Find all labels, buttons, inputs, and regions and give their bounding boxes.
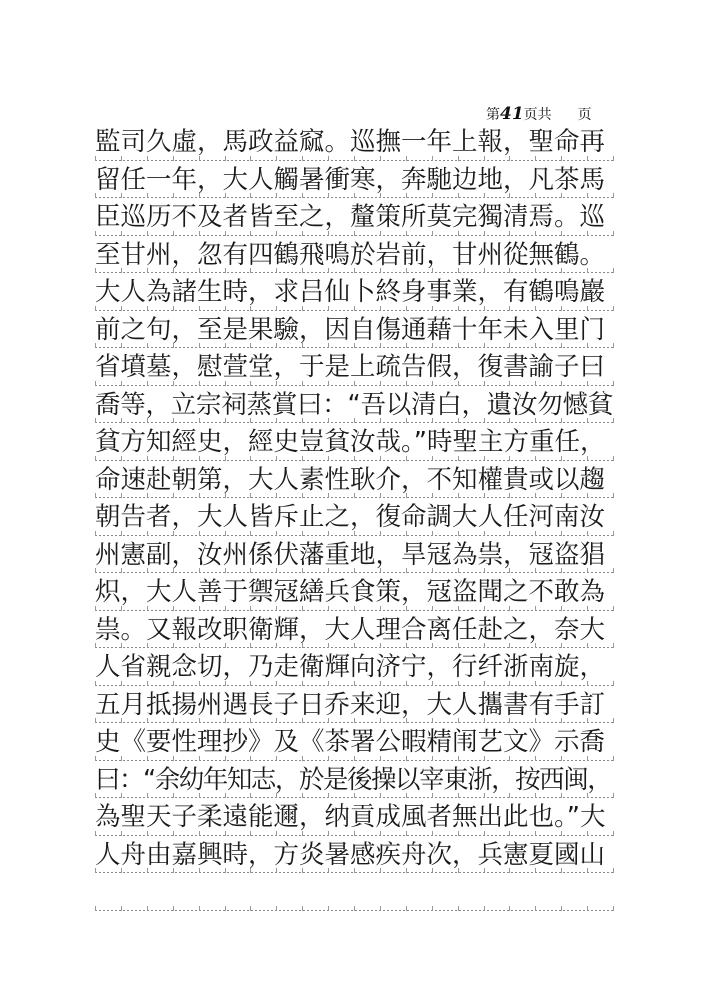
grid-tick — [613, 381, 614, 386]
grid-tick — [613, 831, 614, 836]
manuscript-line: 史《要性理抄》及《茶署公暇精闱艺文》示喬 — [95, 727, 606, 757]
manuscript-line: 省墳墓，慰萱堂，于是上疏告假，復書諭子曰 — [95, 352, 606, 382]
grid-tick — [147, 906, 148, 911]
grid-tick — [613, 193, 614, 198]
page-label-suffix: 页 — [577, 107, 592, 123]
grid-tick — [406, 906, 407, 911]
manuscript-line: 人舟由嘉興時，方炎暑感疾舟次，兵憲夏國山 — [95, 839, 606, 870]
grid-tick — [535, 906, 536, 911]
page-label-prefix: 第 — [486, 107, 500, 123]
grid-tick — [458, 906, 459, 911]
manuscript-line: 大人為諸生時，求吕仙卜終身事業，有鶴鳴巖 — [95, 277, 606, 307]
grid-tick — [95, 906, 96, 911]
grid-tick — [613, 493, 614, 498]
manuscript-line: 喬等，立宗祠蒸賞曰：“吾以清白，遺汝勿憾貧 — [95, 389, 613, 420]
grid-tick — [509, 906, 510, 911]
grid-tick — [173, 906, 174, 911]
grid-tick — [613, 456, 614, 461]
grid-tick — [613, 531, 614, 536]
manuscript-line: 監司久虛，馬政益窳。巡撫一年上報，聖命再 — [95, 127, 606, 157]
grid-tick — [613, 306, 614, 311]
grid-tick — [380, 906, 381, 911]
grid-tick — [250, 906, 251, 911]
manuscript-line: 貧方知經史，經史豈貧汝哉。”時聖主方重任， — [95, 427, 606, 457]
grid-tick — [613, 868, 614, 873]
ruled-text-grid — [95, 122, 613, 872]
manuscript-line: 至甘州，忽有四鶴飛鳴於岩前，甘州從無鶴。 — [95, 239, 606, 270]
grid-tick — [587, 906, 588, 911]
grid-tick — [328, 906, 329, 911]
manuscript-line: 命速赴朝第，大人素性耿介，不知權貴或以趨 — [95, 464, 606, 495]
page-number: 41 — [500, 104, 524, 124]
grid-tick — [276, 906, 277, 911]
page-label-middle: 页共 — [523, 107, 552, 123]
manuscript-line: 為聖天子柔遠能邇，纳貢成風者無出此也。”大 — [95, 802, 606, 832]
grid-tick — [225, 906, 226, 911]
manuscript-line: 朝告者，大人皆斥止之，復命調大人任河南汝 — [95, 502, 606, 532]
grid-tick — [354, 906, 355, 911]
manuscript-line: 臣巡历不及者皆至之，釐策所莫完獨清焉。巡 — [95, 202, 606, 232]
manuscript-line: 祟。又報改职衛輝，大人理合离任赴之，奈大 — [95, 614, 606, 645]
grid-tick — [484, 906, 485, 911]
grid-tick — [121, 906, 122, 911]
grid-tick — [613, 156, 614, 161]
manuscript-line: 曰：“余幼年知志，於是後操以宰東浙，按西闽， — [95, 764, 612, 795]
grid-tick — [613, 268, 614, 273]
manuscript-line: 人省親念切，乃走衛輝向济宁，行纤浙南旋， — [95, 652, 606, 682]
grid-tick — [613, 418, 614, 423]
manuscript-line: 前之句，至是果驗，因自傷通藉十年未入里门 — [95, 314, 606, 345]
manuscript-line: 留任一年，大人觸暑衝寒，奔馳边地，凡茶馬 — [95, 164, 606, 195]
grid-tick — [613, 643, 614, 648]
grid-tick — [561, 906, 562, 911]
grid-tick — [613, 756, 614, 761]
grid-tick — [613, 718, 614, 723]
manuscript-line: 州憲副，汝州係伏藩重地，旱冦為祟，冦盗猖 — [95, 539, 606, 570]
page-header — [486, 104, 592, 124]
manuscript-line: 炽，大人善于禦冦繕兵食策，冦盗聞之不敢為 — [95, 577, 606, 607]
grid-tick — [613, 906, 614, 911]
grid-tick — [613, 231, 614, 236]
manuscript-line: 五月抵揚州遇長子日乔来迎，大人攜書有手訂 — [95, 689, 606, 720]
grid-tick — [199, 906, 200, 911]
grid-tick — [302, 906, 303, 911]
grid-tick — [613, 568, 614, 573]
grid-tick — [613, 681, 614, 686]
grid-tick — [613, 606, 614, 611]
grid-tick — [613, 343, 614, 348]
grid-tick — [432, 906, 433, 911]
grid-tick — [613, 793, 614, 798]
